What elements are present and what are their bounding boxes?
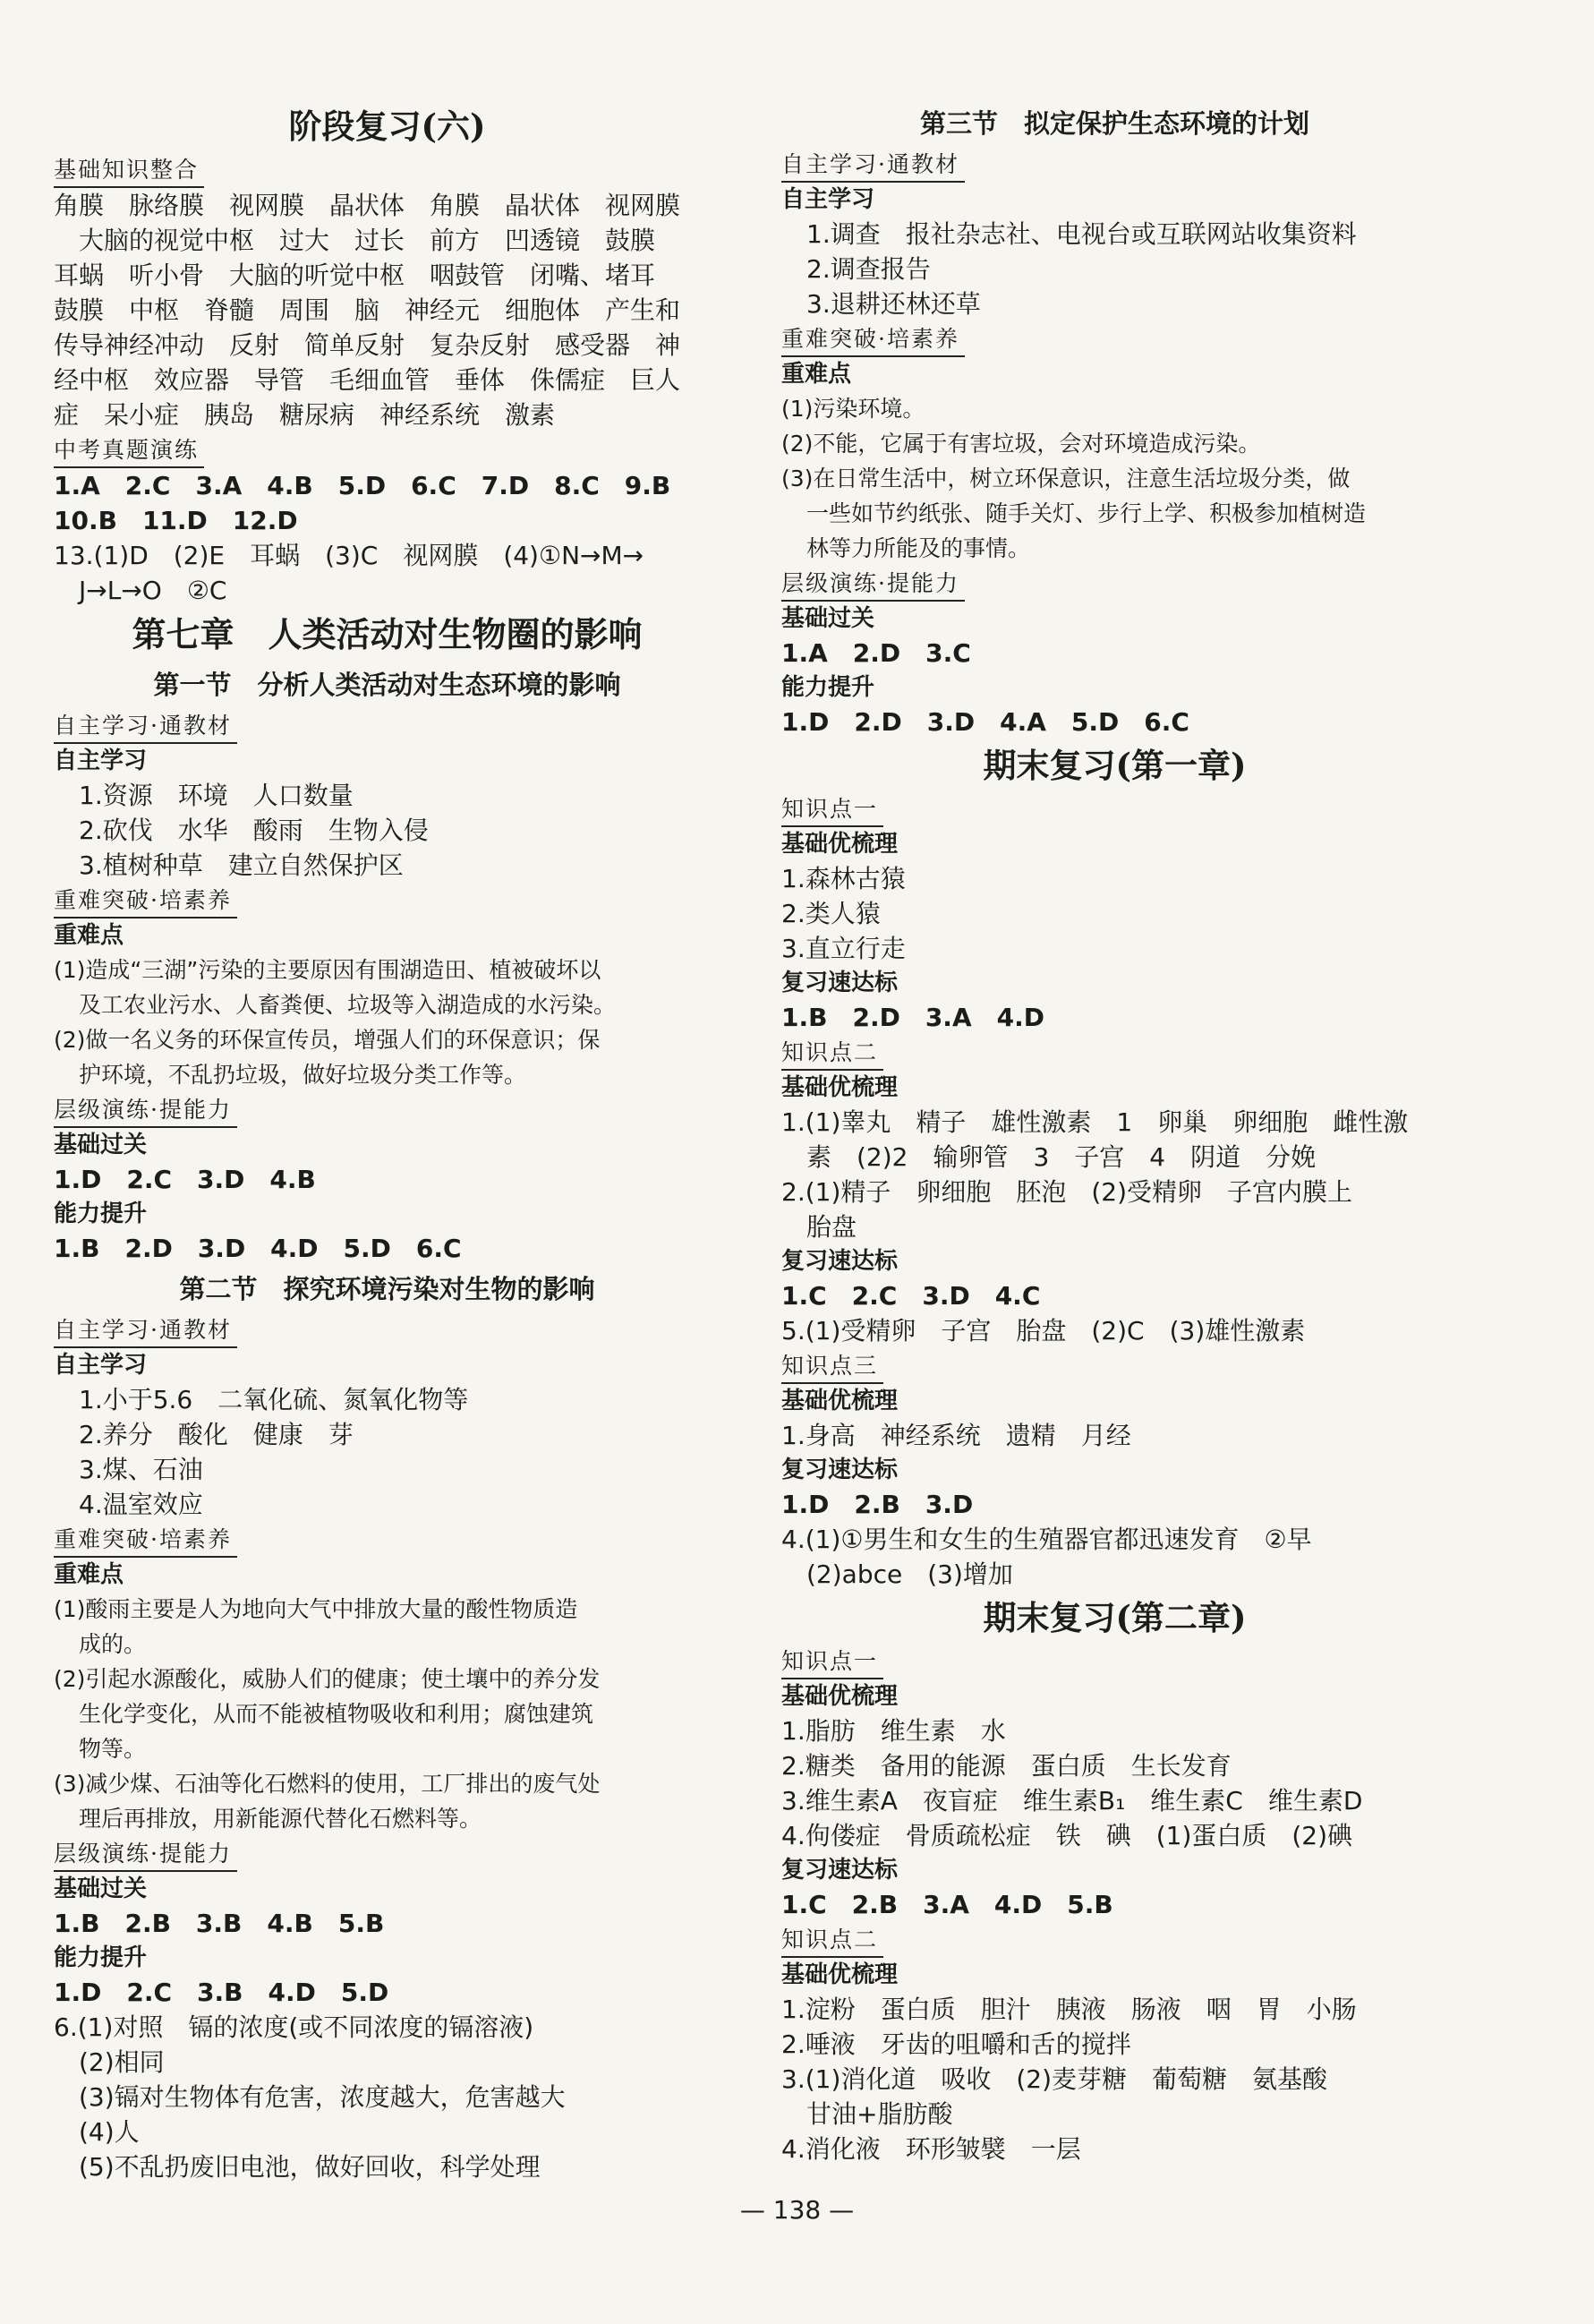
- answer-line: 1.A 2.D 3.C: [781, 638, 971, 668]
- answer-line: 1.小于5.6 二氧化硫、氮氧化物等: [79, 1385, 469, 1414]
- paragraph-line: 及工农业污水、人畜粪便、垃圾等入湖造成的水污染。: [79, 992, 617, 1018]
- answer-line: 1.森林古猿: [781, 864, 906, 893]
- answer-line: 1.D 2.D 3.D 4.A 5.D 6.C: [781, 707, 1189, 737]
- sub-heading: 能力提升: [781, 674, 875, 701]
- paragraph-line: (1)污染环境。: [781, 396, 925, 422]
- knowledge-point-bar: 知识点二: [781, 1924, 883, 1958]
- paragraph-line: (3)在日常生活中，树立环保意识，注意生活垃圾分类，做: [781, 466, 1351, 491]
- review-title: 阶段复习(六): [288, 107, 486, 146]
- knowledge-point-bar: 知识点二: [781, 1037, 883, 1071]
- answer-line: 4.温室效应: [79, 1490, 203, 1519]
- answer-line: 1.淀粉 蛋白质 胆汁 胰液 肠液 咽 胃 小肠: [781, 1995, 1357, 2024]
- left-column: [54, 100, 720, 2184]
- answer-line: (2)abce (3)增加: [781, 1559, 1013, 1589]
- answer-line: 4.佝偻症 骨质疏松症 铁 碘 (1)蛋白质 (2)碘: [781, 1821, 1353, 1850]
- answer-line: 1.A 2.C 3.A 4.B 5.D 6.C 7.D 8.C 9.B: [54, 471, 671, 500]
- sub-heading: 基础过关: [54, 1132, 148, 1158]
- answer-line: 1.调查 报社杂志社、电视台或互联网站收集资料: [806, 219, 1357, 249]
- answer-line: (5)不乱扔废旧电池，做好回收，科学处理: [79, 2152, 541, 2182]
- paragraph-line: 物等。: [79, 1736, 147, 1762]
- sub-heading: 复习速达标: [781, 1248, 899, 1275]
- answer-line: (2)相同: [79, 2047, 165, 2077]
- answer-line: 6.(1)对照 镉的浓度(或不同浓度的镉溶液): [54, 2012, 534, 2042]
- answer-line: 1.资源 环境 人口数量: [79, 781, 354, 810]
- answer-line: 2.(1)精子 卵细胞 胚泡 (2)受精卵 子宫内膜上: [781, 1177, 1353, 1207]
- answer-line: 2.糖类 备用的能源 蛋白质 生长发育: [781, 1751, 1232, 1781]
- sub-heading: 复习速达标: [781, 1457, 899, 1483]
- answer-line: 2.类人猿: [781, 899, 881, 928]
- paragraph-line: 护环境，不乱扔垃圾，做好垃圾分类工作等。: [79, 1062, 527, 1088]
- answer-line: 1.D 2.C 3.D 4.B: [54, 1165, 316, 1194]
- section-bar: 自主学习·通教材: [781, 149, 965, 183]
- sub-heading: 重难点: [781, 361, 852, 388]
- section-bar: 自主学习·通教材: [54, 710, 237, 744]
- section-bar: 层级演练·提能力: [54, 1094, 237, 1128]
- answer-line: 耳蜗 听小骨 大脑的听觉中枢 咽鼓管 闭嘴、堵耳: [54, 261, 656, 290]
- section-bar: 重难突破·培素养: [54, 884, 237, 918]
- section-bar: 重难突破·培素养: [781, 323, 965, 357]
- right-column: [781, 100, 1448, 2166]
- page-number: — 138 —: [739, 2195, 855, 2225]
- sub-heading: 重难点: [54, 1561, 124, 1588]
- paragraph-line: 林等力所能及的事情。: [806, 535, 1031, 561]
- answer-line: 2.调查报告: [806, 254, 931, 284]
- sub-heading: 基础优梳理: [781, 1388, 899, 1414]
- answer-line: 3.(1)消化道 吸收 (2)麦芽糖 葡萄糖 氨基酸: [781, 2064, 1328, 2094]
- final-review-1-title: 期末复习(第一章): [983, 746, 1247, 785]
- answer-line: 3.煤、石油: [79, 1455, 203, 1484]
- section-bar: 重难突破·培素养: [54, 1524, 237, 1558]
- paragraph-line: (2)不能，它属于有害垃圾，会对环境造成污染。: [781, 431, 1261, 457]
- sub-heading: 基础优梳理: [781, 1961, 899, 1988]
- answer-line: 1.B 2.D 3.A 4.D: [781, 1003, 1044, 1032]
- exam-answers: [54, 468, 720, 608]
- answer-line: 3.直立行走: [781, 934, 906, 963]
- answer-line: 2.养分 酸化 健康 芽: [79, 1420, 354, 1449]
- answer-line: 症 呆小症 胰岛 糖尿病 神经系统 激素: [54, 400, 556, 430]
- answer-line: 鼓膜 中枢 脊髓 周围 脑 神经元 细胞体 产生和: [54, 295, 681, 325]
- sub-heading: 能力提升: [54, 1200, 148, 1227]
- paragraph-line: (2)做一名义务的环保宣传员，增强人们的环保意识；保: [54, 1027, 601, 1053]
- answer-line: 13.(1)D (2)E 耳蜗 (3)C 视网膜 (4)①N→M→: [54, 541, 644, 570]
- sub-heading: 基础优梳理: [781, 831, 899, 858]
- knowledge-point-bar: 知识点三: [781, 1350, 883, 1384]
- answer-line: 传导神经冲动 反射 简单反射 复杂反射 感受器 神: [54, 330, 681, 360]
- section-bar: 层级演练·提能力: [54, 1838, 237, 1872]
- section-3-title: 第三节 拟定保护生态环境的计划: [919, 108, 1309, 139]
- answer-line: 大脑的视觉中枢 过大 过长 前方 凹透镜 鼓膜: [54, 226, 656, 255]
- answer-line: 角膜 脉络膜 视网膜 晶状体 角膜 晶状体 视网膜: [54, 191, 681, 220]
- sub-heading: 重难点: [54, 922, 124, 949]
- sub-heading: 基础优梳理: [781, 1683, 899, 1710]
- answer-line: 4.(1)①男生和女生的生殖器官都迅速发育 ②早: [781, 1525, 1312, 1554]
- answer-line: 1.身高 神经系统 遗精 月经: [781, 1421, 1131, 1450]
- sub-heading: 自主学习: [54, 748, 148, 774]
- answer-line: 1.D 2.B 3.D: [781, 1490, 974, 1519]
- sub-heading: 基础优梳理: [781, 1074, 899, 1101]
- sub-heading: 自主学习: [54, 1352, 148, 1379]
- section-bar: 自主学习·通教材: [54, 1314, 237, 1348]
- knowledge-point-bar: 知识点一: [781, 1645, 883, 1679]
- answer-line: 5.(1)受精卵 子宫 胎盘 (2)C (3)雄性激素: [781, 1316, 1306, 1346]
- chapter-title: 第七章 人类活动对生物圈的影响: [132, 614, 643, 654]
- answer-line: 1.C 2.C 3.D 4.C: [781, 1281, 1041, 1311]
- answer-line: 4.消化液 环形皱襞 一层: [781, 2134, 1081, 2164]
- final-review-2-title: 期末复习(第二章): [983, 1598, 1247, 1637]
- answer-line: J→L→O ②C: [54, 576, 227, 605]
- paragraph-line: 一些如节约纸张、随手关灯、步行上学、积极参加植树造: [806, 500, 1367, 526]
- sub-heading: 基础过关: [54, 1875, 148, 1902]
- sub-heading: 自主学习: [781, 186, 875, 213]
- answer-line: 3.维生素A 夜盲症 维生素B₁ 维生素C 维生素D: [781, 1786, 1363, 1816]
- section-bar-exam: 中考真题演练: [54, 434, 204, 468]
- answer-line: 1.脂肪 维生素 水: [781, 1716, 1006, 1746]
- answer-line: 甘油+脂肪酸: [781, 2099, 953, 2129]
- sub-heading: 复习速达标: [781, 970, 899, 996]
- answer-line: 1.B 2.B 3.B 4.B 5.B: [54, 1909, 385, 1938]
- sub-heading: 能力提升: [54, 1944, 148, 1971]
- answer-line: 1.(1)睾丸 精子 雄性激素 1 卵巢 卵细胞 雌性激: [781, 1107, 1409, 1137]
- answer-line: 胎盘: [781, 1212, 857, 1242]
- answer-line: 10.B 11.D 12.D: [54, 506, 298, 535]
- answer-line: 1.B 2.D 3.D 4.D 5.D 6.C: [54, 1234, 462, 1263]
- basic-knowledge-answers: [54, 188, 720, 432]
- paragraph-line: (2)引起水源酸化，威胁人们的健康；使土壤中的养分发: [54, 1666, 601, 1692]
- knowledge-point-bar: 知识点一: [781, 793, 883, 827]
- answer-line: 2.砍伐 水华 酸雨 生物入侵: [79, 816, 429, 845]
- paragraph-line: 生化学变化，从而不能被植物吸收和利用；腐蚀建筑: [79, 1701, 594, 1727]
- answer-line: 3.植树种草 建立自然保护区: [79, 850, 404, 880]
- sub-heading: 复习速达标: [781, 1857, 899, 1884]
- answer-line: 1.C 2.B 3.A 4.D 5.B: [781, 1890, 1113, 1919]
- answer-line: (3)镉对生物体有危害，浓度越大，危害越大: [79, 2082, 566, 2112]
- answer-line: 3.退耕还林还草: [806, 289, 981, 319]
- answer-line: 素 (2)2 输卵管 3 子宫 4 阴道 分娩: [781, 1142, 1317, 1172]
- section-bar: 层级演练·提能力: [781, 568, 965, 602]
- section-2-title: 第二节 探究环境污染对生物的影响: [179, 1274, 595, 1304]
- answer-line: (4)人: [79, 2117, 140, 2147]
- paragraph-line: (3)减少煤、石油等化石燃料的使用，工厂排出的废气处: [54, 1771, 601, 1797]
- paragraph-line: 理后再排放，用新能源代替化石燃料等。: [79, 1806, 482, 1832]
- paragraph-line: (1)酸雨主要是人为地向大气中排放大量的酸性物质造: [54, 1596, 578, 1622]
- paragraph-line: (1)造成“三湖”污染的主要原因有围湖造田、植被破坏以: [54, 957, 601, 983]
- paragraph-line: 成的。: [79, 1631, 147, 1657]
- answer-line: 经中枢 效应器 导管 毛细血管 垂体 侏儒症 巨人: [54, 365, 681, 395]
- answer-line: 1.D 2.C 3.B 4.D 5.D: [54, 1978, 389, 2007]
- answer-line: 2.唾液 牙齿的咀嚼和舌的搅拌: [781, 2029, 1131, 2059]
- section-bar-basic-knowledge: 基础知识整合: [54, 154, 204, 188]
- section-1-title: 第一节 分析人类活动对生态环境的影响: [153, 670, 621, 700]
- sub-heading: 基础过关: [781, 605, 875, 632]
